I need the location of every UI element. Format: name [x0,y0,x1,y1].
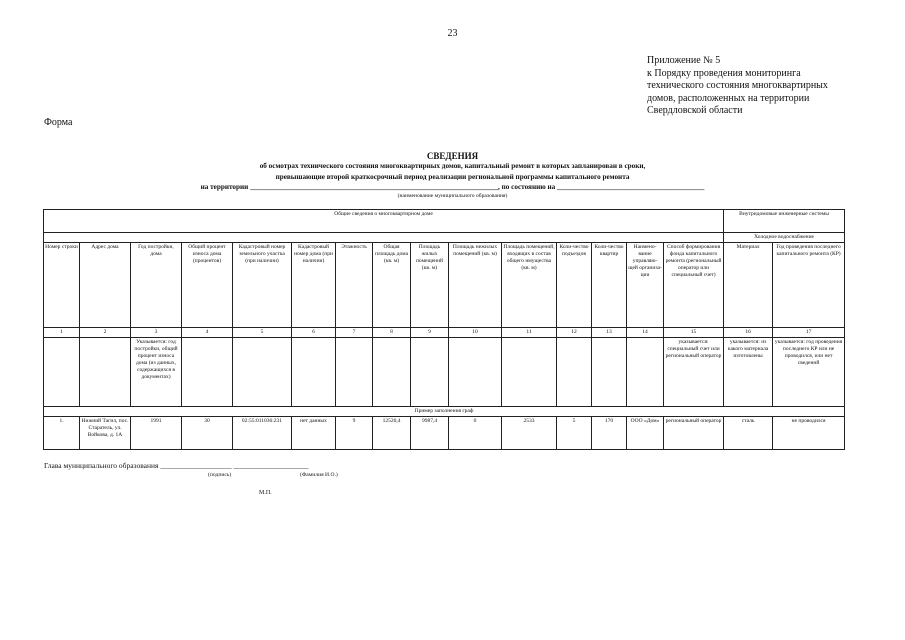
group-general-header: Общие сведения о многоквартирном доме [44,210,724,233]
desc-cell [373,338,411,407]
form-label: Форма [44,117,73,128]
col-header: Кадастровый номер дома (при наличии) [292,243,336,328]
data-cell: региональный оператор [664,417,724,450]
desc-cell [336,338,373,407]
col-number: 4 [182,328,233,338]
col-number: 7 [336,328,373,338]
col-header: Материал [724,243,773,328]
table-row [44,417,845,450]
desc-cell [233,338,292,407]
desc-cell-last-repair: указывается: год проведения последнего КР или не проводился, или нет сведений [773,338,845,407]
col-number: 3 [131,328,182,338]
col-header: Площадь жилых помещений (кв. м) [411,243,449,328]
col-header: Этажность [336,243,373,328]
col-number: 6 [292,328,336,338]
col-number: 17 [773,328,845,338]
col-header: Способ формирования фонда капитального ремонта (региональный оператор или специальный счет) [664,243,724,328]
data-cell: ООО «Дом» [627,417,664,450]
group-systems-header: Внутридомовые инженерные системы [724,210,845,233]
desc-cell-fund-method: указывается: специальный счет или региональный оператор [664,338,724,407]
document-subtitle [0,161,905,183]
example-label: Пример заполнения граф [44,407,845,417]
desc-cell [411,338,449,407]
subtitle-line-1: об осмотрах технического состояния многоквартирных домов, капитальный ремонт в которых запланирован в сроки, [259,162,646,170]
group-general-spacer [44,233,724,243]
col-header: Общая площадь дома (кв. м) [373,243,411,328]
col-number: 14 [627,328,664,338]
desc-cell [627,338,664,407]
col-number: 15 [664,328,724,338]
data-cell: 2533 [502,417,557,450]
subtitle-line-2: превышающие второй краткосрочный период реализации региональной программы капитального ремонта [275,173,630,181]
col-number: 9 [411,328,449,338]
col-number: 1 [44,328,80,338]
document-title: СВЕДЕНИЯ [426,151,479,161]
data-cell: 5 [557,417,592,450]
col-number: 10 [449,328,502,338]
desc-cell [557,338,592,407]
col-header: Год постройки, дома [131,243,182,328]
desc-cell [80,338,131,407]
appendix-line: к Порядку проведения мониторинга [647,67,801,79]
data-cell: не проводился [773,417,845,450]
data-cell: 02:55:011036:231 [233,417,292,450]
col-header: Наимено-вание управляю-щей организа-ции [627,243,664,328]
group-cold-water-header: Холодное водоснабжение [724,233,845,243]
col-header: Общий процент износа дома (процентов) [182,243,233,328]
data-cell: нет данных [292,417,336,450]
col-header: Кадастровый номер земельного участка (при наличии) [233,243,292,328]
name-caption: (Фамилия И.О.) [300,472,338,478]
col-number: 5 [233,328,292,338]
data-cell: Нижний Тагил, пос. Старатель, ул. Войкова, д. 1А [80,417,131,450]
col-header: Площадь нежилых помещений (кв. м) [449,243,502,328]
col-header: Год проведения последнего капитального ремонта (КР) [773,243,845,328]
desc-cell [292,338,336,407]
col-header: Коли-чество подъездов [557,243,592,328]
data-cell: 0 [449,417,502,450]
data-cell: 9987,4 [411,417,449,450]
data-cell: 1991 [131,417,182,450]
territory-note: (наименование муниципального образования) [397,193,508,199]
col-number: 13 [592,328,627,338]
data-cell: 1. [44,417,80,450]
appendix-line: домов, расположенных на территории [647,92,810,104]
signature-caption: (подпись) [208,472,232,478]
col-header: Адрес дома [80,243,131,328]
inspection-table [43,209,845,450]
desc-cell [182,338,233,407]
col-header: Площадь помещений, входящих в состав общего имущества (кв. м) [502,243,557,328]
col-header: Номер строки [44,243,80,328]
col-number: 12 [557,328,592,338]
territory-line: на территории _____________________________________________________________________, по состоянию на _________________________________________ [200,183,705,191]
desc-cell-material: указывается: из какого материала изготовлены [724,338,773,407]
appendix-line: Свердловской области [647,105,743,116]
data-cell: 12520,4 [373,417,411,450]
data-cell: 30 [182,417,233,450]
desc-cell [592,338,627,407]
col-number: 16 [724,328,773,338]
data-cell: 170 [592,417,627,450]
appendix-line: Приложение № 5 [647,55,721,66]
desc-cell [449,338,502,407]
page-number: 23 [447,28,458,39]
col-number: 8 [373,328,411,338]
desc-cell-build-year: Указывается: год постройки, общий процент износа дома (из данных, содержащихся в документах) [131,338,182,407]
signature-line: Глава муниципального образования ___________________ ____________________ [44,461,309,470]
data-cell: 9 [336,417,373,450]
desc-cell [44,338,80,407]
col-header: Коли-чество квартир [592,243,627,328]
stamp-label: М.П. [259,490,272,496]
col-number: 11 [502,328,557,338]
desc-cell [502,338,557,407]
appendix-note [647,55,897,118]
col-number: 2 [80,328,131,338]
data-cell: сталь [724,417,773,450]
appendix-line: технического состояния многоквартирных [647,80,828,91]
